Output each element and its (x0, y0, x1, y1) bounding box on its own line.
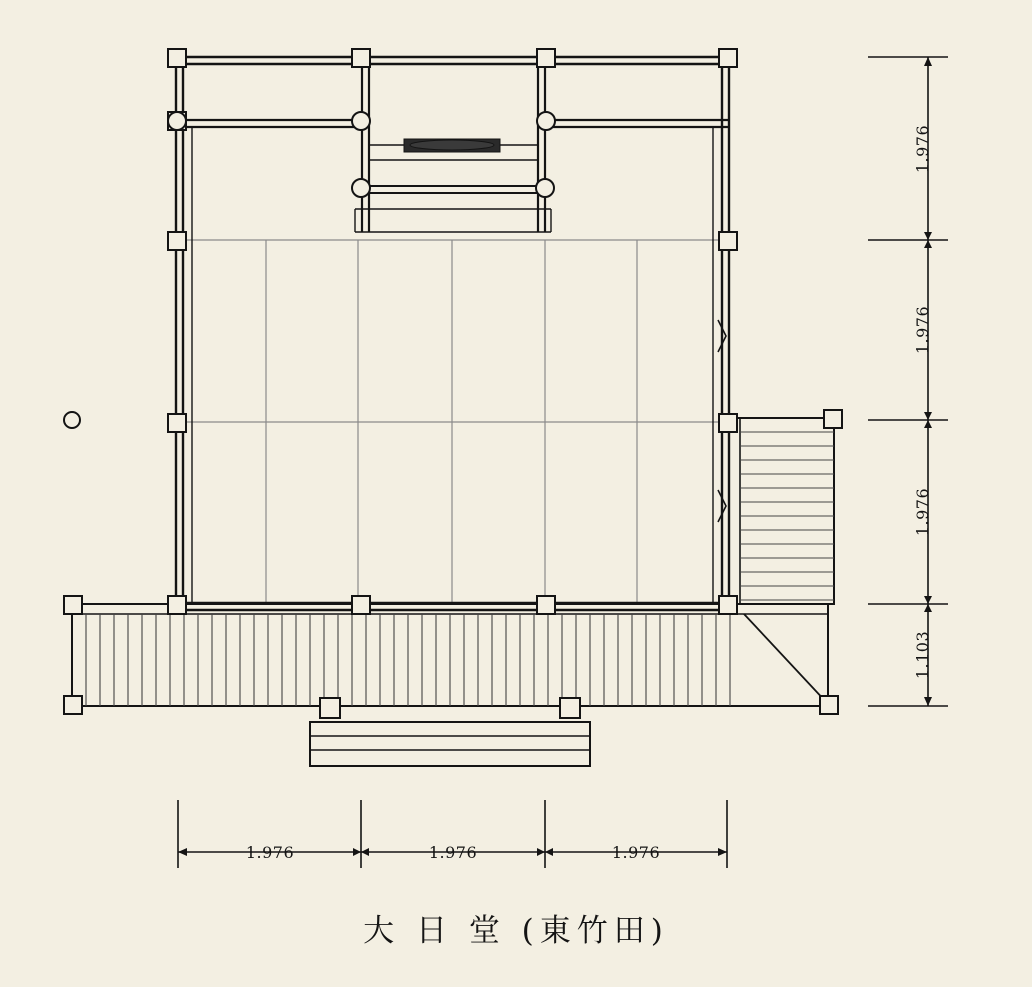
drawing-title: 大 日 堂 (東竹田) (363, 913, 669, 949)
front-steps (310, 722, 590, 766)
hdim-label-2: 1.976 (428, 843, 478, 862)
front-veranda (72, 604, 828, 706)
vdim-label-2: 1.976 (913, 305, 932, 355)
vdim-label-3: 1.976 (913, 487, 932, 537)
hdim-label-1: 1.976 (245, 843, 295, 862)
vdim-label-1: 1.976 (913, 124, 932, 174)
hdim-label-3: 1.976 (611, 843, 661, 862)
vdim-label-4: 1.103 (913, 630, 932, 680)
floor-grid (178, 240, 727, 604)
vertical-dimension-chain (868, 57, 948, 706)
north-mark-icon (64, 412, 80, 428)
side-veranda (729, 418, 834, 604)
